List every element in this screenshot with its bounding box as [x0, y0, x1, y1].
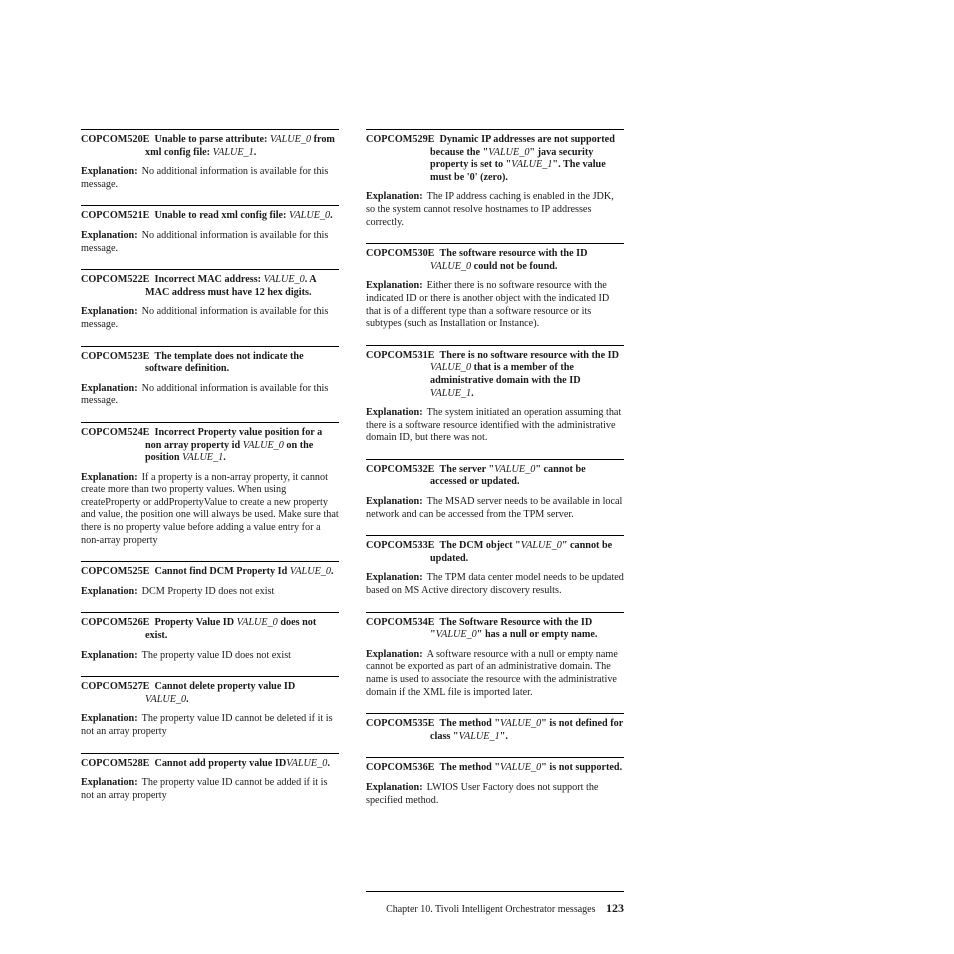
message-code: COPCOM529E: [366, 134, 435, 145]
message-entry: [81, 753, 339, 803]
message-entry: [366, 713, 624, 743]
message-text: Unable to read xml config file: VALUE_0.: [154, 210, 333, 222]
explanation-label: Explanation:: [81, 777, 138, 789]
message-code: COPCOM531E: [366, 349, 435, 361]
message-entry: [81, 561, 339, 598]
message-heading: [366, 134, 624, 184]
message-explanation: [81, 306, 339, 331]
right-column: [366, 129, 624, 821]
message-explanation: [366, 280, 624, 330]
explanation-label: Explanation:: [366, 191, 423, 203]
message-code: COPCOM532E: [366, 463, 435, 475]
explanation-label: Explanation:: [366, 407, 423, 419]
value-placeholder: VALUE_0: [263, 274, 305, 286]
message-entry: [81, 676, 339, 738]
explanation-text: No additional information is available for this message.: [81, 229, 329, 254]
explanation-text: Either there is no software resource with the indicated ID or there is another object with the indicated ID that is of a different type than a software resource or its subtypes (such as Installation or Instance).: [366, 280, 610, 330]
value-placeholder: VALUE_1: [182, 452, 224, 464]
explanation-label: Explanation:: [81, 585, 138, 597]
message-code: COPCOM535E: [366, 718, 435, 730]
message-heading: [81, 566, 339, 579]
message-code: COPCOM536E: [366, 762, 435, 774]
value-placeholder: VALUE_0: [269, 134, 312, 145]
message-heading: [81, 681, 339, 706]
message-entry: [366, 612, 624, 700]
explanation-text: If a property is a non-array property, it cannot create more than two property values. When using createProperty or addPropertyValue to create a new property and value, the position one will always be used. Make sure that there is no property value before adding a value entry for a non-array property: [81, 471, 339, 546]
message-heading: [366, 464, 624, 489]
explanation-text: The property value ID cannot be deleted if it is not an array property: [81, 713, 333, 737]
message-text: The Software Resource with the ID "VALUE_0" has a null or empty name.: [430, 616, 598, 641]
explanation-text: No additional information is available for this message.: [81, 166, 329, 190]
value-placeholder: VALUE_0: [289, 566, 331, 578]
message-explanation: [81, 713, 339, 738]
explanation-label: Explanation:: [81, 382, 138, 394]
message-text: The server "VALUE_0" cannot be accessed or updated.: [430, 463, 586, 488]
value-placeholder: VALUE_1: [511, 159, 553, 171]
explanation-label: Explanation:: [81, 471, 138, 483]
message-explanation: [81, 166, 339, 191]
message-heading: [366, 248, 624, 273]
page-number: 123: [606, 901, 624, 915]
explanation-label: Explanation:: [81, 229, 138, 241]
message-heading: [81, 758, 339, 771]
value-placeholder: VALUE_0: [430, 260, 472, 272]
explanation-text: No additional information is available for this message.: [81, 382, 329, 407]
explanation-label: Explanation:: [366, 280, 423, 292]
message-explanation: [81, 586, 339, 599]
message-heading: [81, 134, 339, 159]
message-explanation: [366, 496, 624, 521]
message-text: The software resource with the ID VALUE_0 could not be found.: [430, 248, 588, 272]
message-entry: [81, 346, 339, 408]
explanation-label: Explanation:: [366, 572, 423, 584]
explanation-text: The property value ID cannot be added if it is not an array property: [81, 777, 328, 801]
message-code: COPCOM534E: [366, 616, 435, 628]
message-entry: [366, 535, 624, 597]
message-text: Incorrect Property value position for a non array property id VALUE_0 on the position VALUE_1.: [145, 426, 323, 464]
explanation-label: Explanation:: [81, 166, 138, 178]
explanation-text: The IP address caching is enabled in the JDK, so the system cannot resolve hostnames to IP addresses correctly.: [366, 191, 614, 228]
value-placeholder: VALUE_0: [242, 439, 284, 451]
message-entry: [81, 129, 339, 191]
message-entry: [81, 612, 339, 662]
explanation-text: The property value ID does not exist: [141, 649, 292, 661]
message-code: COPCOM520E: [81, 134, 150, 145]
message-explanation: [366, 782, 624, 807]
page-footer: [366, 891, 624, 916]
value-placeholder: VALUE_1: [458, 730, 500, 742]
message-heading: [366, 540, 624, 565]
message-code: COPCOM525E: [81, 566, 150, 578]
message-explanation: [366, 572, 624, 597]
message-explanation: [81, 230, 339, 255]
explanation-label: Explanation:: [81, 713, 138, 725]
message-code: COPCOM527E: [81, 681, 150, 693]
message-entry: [366, 129, 624, 229]
explanation-text: DCM Property ID does not exist: [141, 585, 275, 597]
left-column: [81, 129, 339, 816]
message-entry: [81, 422, 339, 547]
message-heading: [81, 351, 339, 376]
message-explanation: [81, 472, 339, 548]
message-entry: [366, 243, 624, 331]
message-code: COPCOM521E: [81, 210, 150, 222]
message-text: The method "VALUE_0" is not supported.: [439, 762, 623, 774]
explanation-text: LWIOS User Factory does not support the specified method.: [366, 781, 599, 806]
message-code: COPCOM523E: [81, 350, 150, 362]
message-text: There is no software resource with the ID VALUE_0 that is a member of the administrative domain with the ID VALUE_1.: [430, 349, 619, 399]
value-placeholder: VALUE_0: [145, 693, 187, 705]
message-text: Cannot delete property value ID VALUE_0.: [145, 681, 296, 705]
explanation-label: Explanation:: [81, 649, 138, 661]
message-text: Cannot find DCM Property Id VALUE_0.: [154, 566, 334, 578]
message-heading: [81, 427, 339, 465]
message-entry: [366, 459, 624, 521]
value-placeholder: VALUE_0: [494, 463, 536, 475]
explanation-label: Explanation:: [81, 306, 138, 318]
message-code: COPCOM524E: [81, 426, 150, 438]
value-placeholder: VALUE_0: [236, 617, 278, 629]
message-heading: [366, 762, 624, 775]
message-text: The template does not indicate the software definition.: [145, 350, 304, 375]
explanation-text: No additional information is available for this message.: [81, 306, 329, 330]
message-code: COPCOM533E: [366, 540, 435, 552]
value-placeholder: VALUE_0: [500, 718, 542, 730]
message-heading: [366, 617, 624, 642]
message-explanation: [366, 191, 624, 229]
message-entry: [366, 757, 624, 807]
value-placeholder: VALUE_0: [435, 629, 477, 641]
value-placeholder: VALUE_0: [520, 540, 562, 552]
value-placeholder: VALUE_1: [212, 146, 254, 158]
message-entry: [81, 269, 339, 331]
value-placeholder: VALUE_0: [288, 210, 331, 222]
message-explanation: [81, 777, 339, 802]
value-placeholder: VALUE_1: [430, 387, 472, 399]
explanation-label: Explanation:: [366, 496, 423, 508]
message-explanation: [366, 407, 624, 445]
message-heading: [366, 718, 624, 743]
message-text: Property Value ID VALUE_0 does not exist.: [145, 617, 317, 642]
value-placeholder: VALUE_0: [500, 762, 542, 774]
message-heading: [81, 617, 339, 642]
explanation-text: The MSAD server needs to be available in local network and can be accessed from the TPM server.: [366, 496, 623, 520]
message-explanation: [366, 649, 624, 699]
message-text: The DCM object "VALUE_0" cannot be updated.: [430, 540, 613, 564]
value-placeholder: VALUE_0: [488, 146, 530, 158]
message-entry: [366, 345, 624, 445]
message-text: Incorrect MAC address: VALUE_0. A MAC address must have 12 hex digits.: [145, 274, 317, 298]
message-text: Dynamic IP addresses are not supported because the "VALUE_0" java security property is set to "VALUE_1". The value must be '0' (zero).: [430, 134, 615, 183]
explanation-label: Explanation:: [366, 648, 423, 660]
message-text: Cannot add property value IDVALUE_0.: [154, 757, 330, 769]
message-heading: [81, 210, 339, 223]
value-placeholder: VALUE_0: [286, 757, 328, 769]
message-text: The method "VALUE_0" is not defined for class "VALUE_1".: [430, 718, 624, 742]
message-explanation: [81, 383, 339, 408]
message-explanation: [81, 650, 339, 663]
explanation-label: Explanation:: [366, 781, 423, 793]
message-code: COPCOM526E: [81, 617, 150, 629]
footer-chapter: Chapter 10. Tivoli Intelligent Orchestrator messages: [386, 904, 596, 915]
message-text: Unable to parse attribute: VALUE_0 from xml config file: VALUE_1.: [145, 134, 335, 158]
explanation-text: The system initiated an operation assuming that there is a software resource identified with the administrative domain ID, but there was not.: [366, 407, 622, 444]
explanation-text: The TPM data center model needs to be updated based on MS Active directory discovery results.: [366, 572, 624, 597]
message-code: COPCOM530E: [366, 248, 435, 260]
message-heading: [366, 350, 624, 400]
message-entry: [81, 205, 339, 255]
explanation-text: A software resource with a null or empty name cannot be exported as part of an administrative domain. The name is used to associate the resource with the administrative domain if the XML file is imported later.: [366, 648, 618, 698]
message-code: COPCOM522E: [81, 274, 150, 286]
message-code: COPCOM528E: [81, 757, 150, 769]
message-heading: [81, 274, 339, 299]
value-placeholder: VALUE_0: [430, 362, 472, 374]
